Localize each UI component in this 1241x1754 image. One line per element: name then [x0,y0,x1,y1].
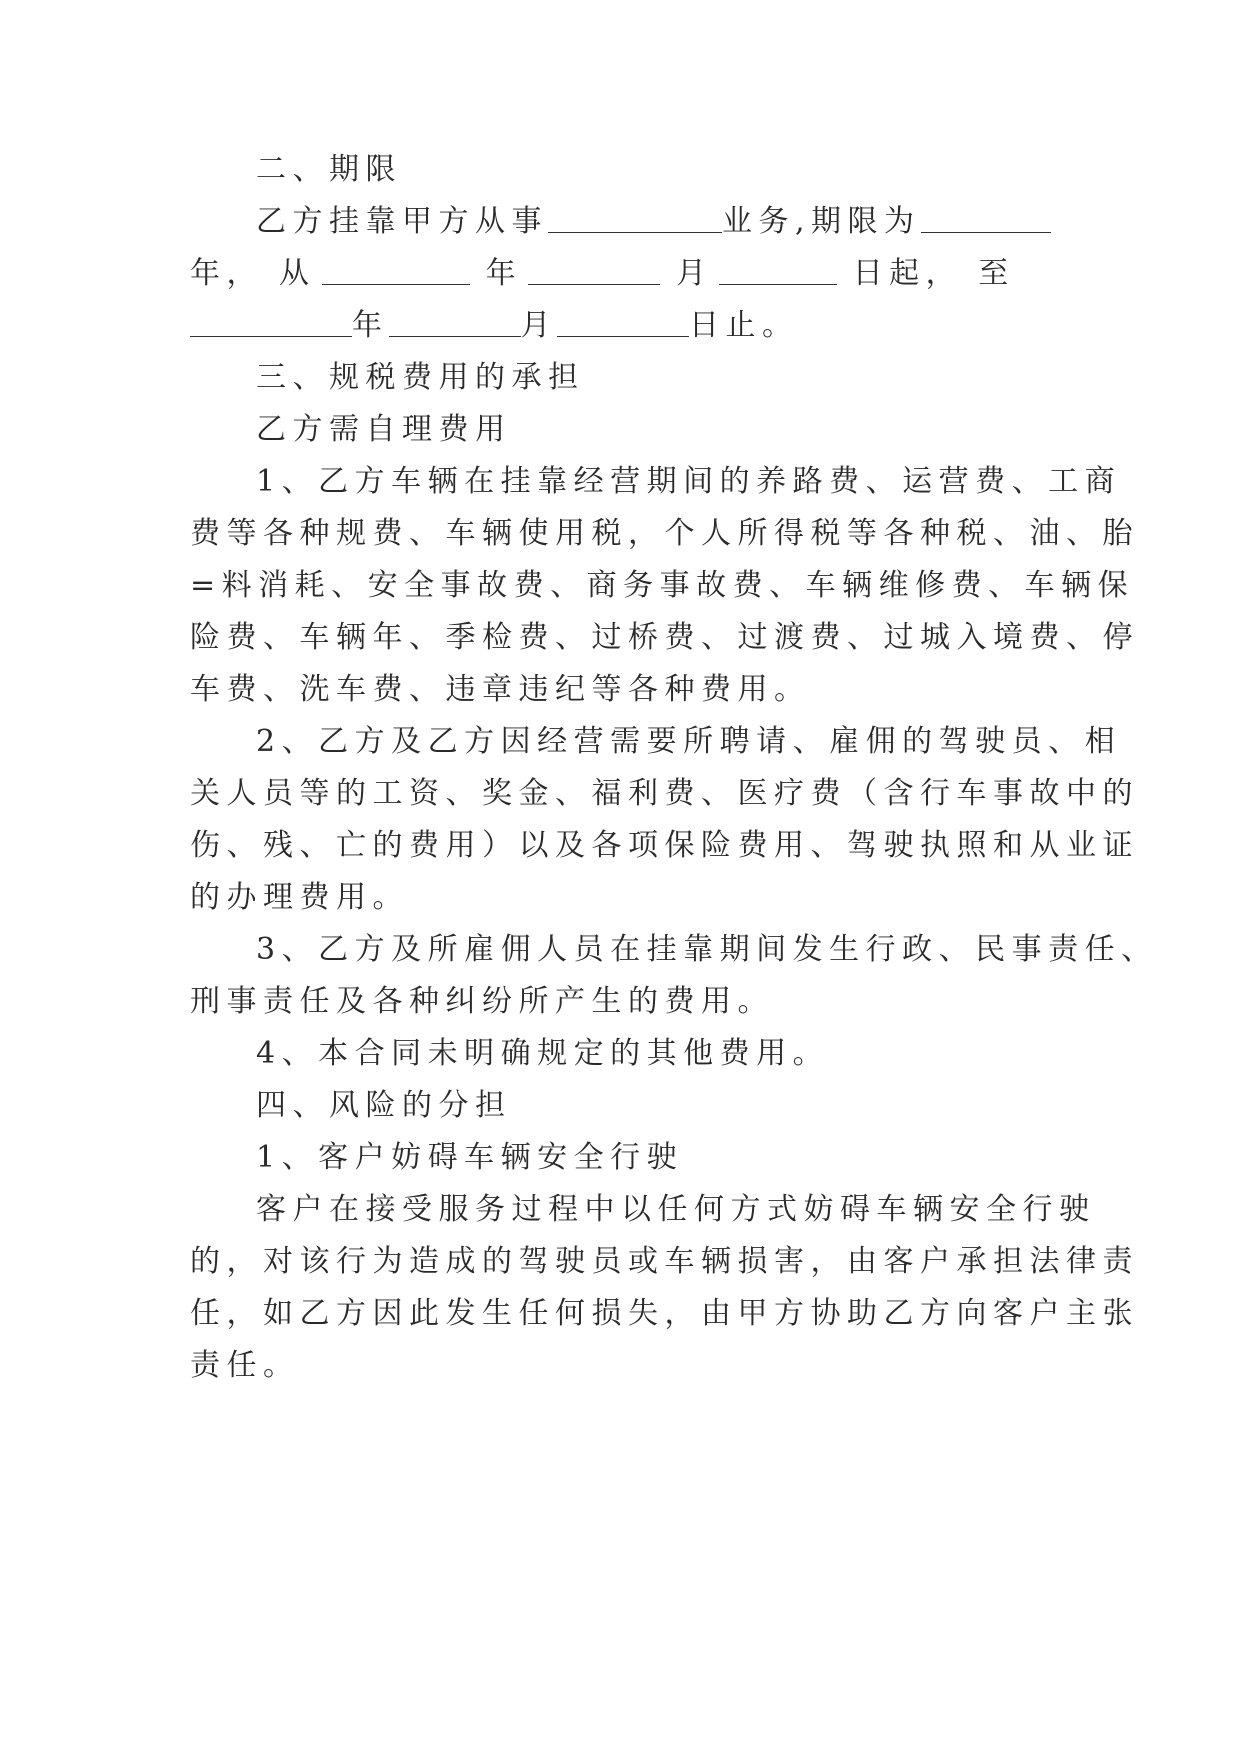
section2-title: 二、期限 [256,152,402,187]
end-year-blank[interactable] [190,310,352,337]
item1-line1: 1、乙方车辆在挂靠经营期间的养路费、运营费、工商 [256,464,1122,499]
section3-title: 三、规税费用的承担 [256,360,585,395]
item3-line2: 刑事责任及各种纠纷所产生的费用。 [190,984,774,1019]
item1-line4: 险费、车辆年、季检费、过桥费、过渡费、过城入境费、停 [190,620,1139,655]
section2-line1-text-b: 业务,期限为 [722,204,921,239]
item1-line3: =料消耗、安全事故费、商务事故费、车辆维修费、车辆保 [190,568,1135,603]
end-month-blank[interactable] [389,310,521,337]
risk1-line4: 责任。 [190,1348,300,1383]
section2-line3-text-b: 月 [520,308,557,343]
item2-line2: 关人员等的工资、奖金、福利费、医疗费（含行车事故中的 [190,776,1139,811]
section2-line3-text-c: 日止。 [689,308,799,343]
section2-line2-text-d: 月 [676,256,713,291]
item4-line1: 4、本合同未明确规定的其他费用。 [256,1036,830,1071]
item1-line2: 费等各种规费、车辆使用税，个人所得税等各种税、油、胎 [190,516,1139,551]
item2-line3: 伤、残、亡的费用）以及各项保险费用、驾驶执照和从业证 [190,828,1139,863]
section3-intro: 乙方需自理费用 [256,412,512,447]
risk1-line1: 客户在接受服务过程中以任何方式妨碍车辆安全行驶 [256,1192,1096,1227]
section4-title: 四、风险的分担 [256,1088,512,1123]
item2-line1: 2、乙方及乙方因经营需要所聘请、雇佣的驾驶员、相 [256,724,1122,759]
section2-line3 [190,306,1050,346]
item1-line5: 车费、洗车费、违章违纪等各种费用。 [190,672,811,707]
section2-line1-text-a: 乙方挂靠甲方从事 [256,204,548,239]
start-day-blank[interactable] [719,258,837,285]
section2-line2-text-c: 年 [485,256,523,291]
item3-line1: 3、乙方及所雇佣人员在挂靠期间发生行政、民事责任、 [256,932,1158,967]
section2-line2-text-e: 日起， [852,256,963,291]
section2-line3-text-a: 年 [352,308,389,343]
section2-line2-text-a: 年， [190,256,263,291]
end-day-blank[interactable] [557,310,689,337]
term-years-blank[interactable] [921,206,1051,233]
section2-line1 [256,202,1056,242]
start-year-blank[interactable] [322,258,470,285]
section2-line2 [190,254,1050,294]
start-month-blank[interactable] [528,258,660,285]
risk1-line2: 的，对该行为造成的驾驶员或车辆损害，由客户承担法律责 [190,1244,1139,1279]
business-blank[interactable] [548,206,722,233]
section2-line2-text-b: 从 [279,256,316,291]
section2-line2-text-f: 至 [978,256,1015,291]
item2-line4: 的办理费用。 [190,880,409,915]
risk1-title: 1、客户妨碍车辆安全行驶 [256,1140,684,1175]
risk1-line3: 任，如乙方因此发生任何损失，由甲方协助乙方向客户主张 [190,1296,1139,1331]
